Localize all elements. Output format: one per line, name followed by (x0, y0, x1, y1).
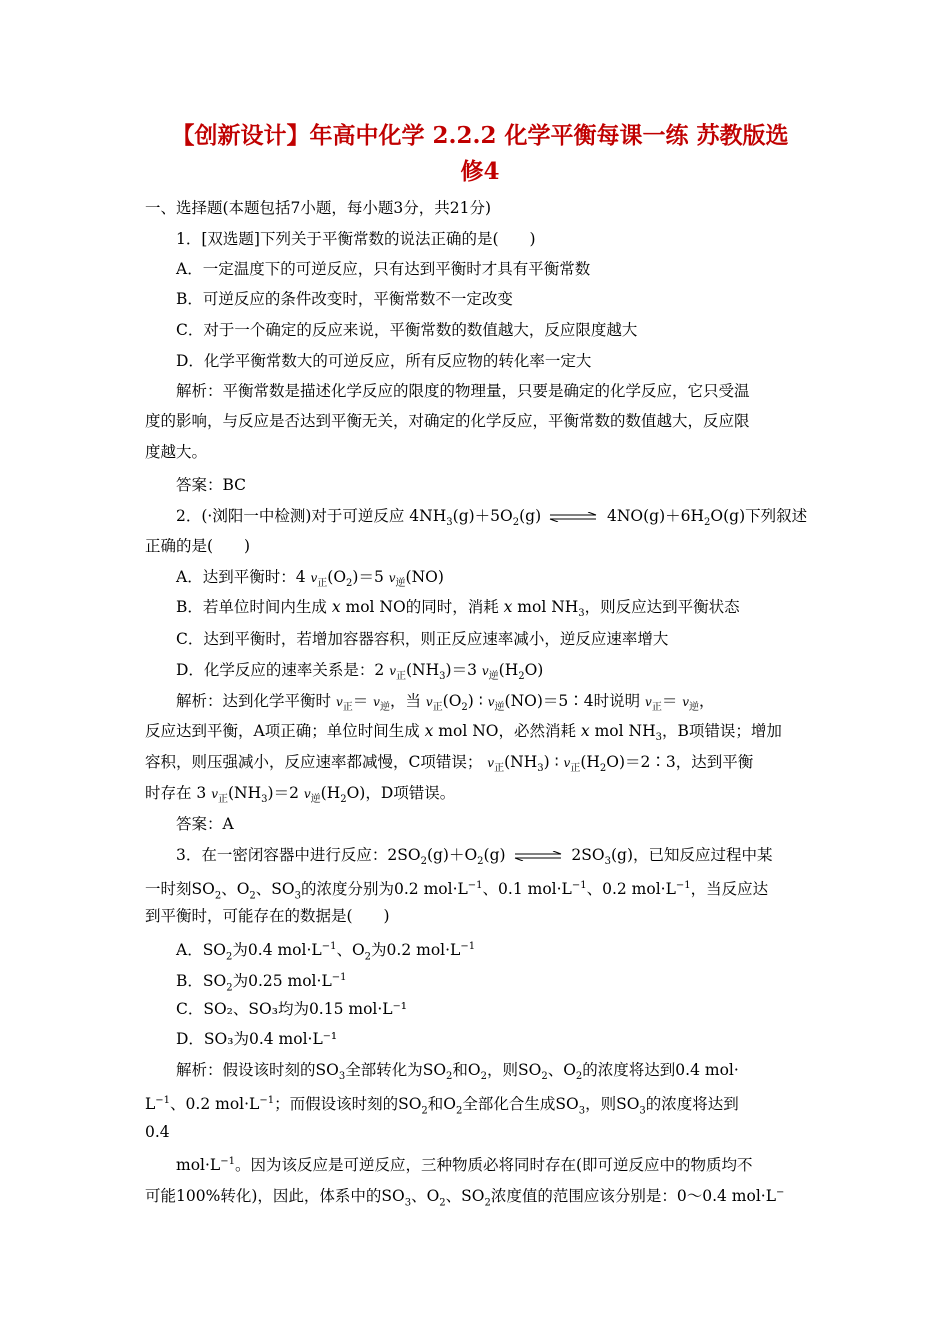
q2-option-a: A．达到平衡时：4 $v_正(O_2)=5$ $v_逆(NO)$ (176, 568, 444, 590)
q3-option-c: C．SO₂、SO₃均为0.15 mol·L⁻¹ (176, 1000, 407, 1018)
q1-option-b: B．可逆反应的条件改变时，平衡常数不一定改变 (176, 290, 513, 308)
q3-option-d: D．SO₃为0.4 mol·L⁻¹ (176, 1030, 338, 1048)
q3-stem-cont: 一时刻$SO_2$、$O_2$、$SO_3$的浓度分别为0.2 $mol\cdot L^{-1}$、0.1 $mol\cdot L^{-1}$、0.2 $mol\cdot L^{-1}$，当反应达 (145, 880, 769, 902)
equilibrium-arrow-icon (546, 512, 602, 522)
q3-explanation: 解析：假设该时刻的$SO_3$全部转化为$SO_2$和$O_2$，则$SO_2$、$O_2$的浓度将达到0.4 mol· (176, 1061, 739, 1083)
q2-explanation: 反应达到平衡，A项正确；单位时间生成 x mol NO，必然消耗 x mol $NH_3$，B项错误；增加 (145, 722, 782, 744)
q3-option-b: B．$SO_2$为0.25 $mol\cdot L^{-1}$ (176, 972, 347, 994)
q2-stem: 2．(·浏阳一中检测)对于可逆反应 $4NH_3(g)+5O_2(g)$ $4NO(g)+6H_2O(g)$下列叙述 (176, 507, 808, 529)
q2-option-b: B．若单位时间内生成 x mol NO的同时，消耗 x mol $NH_3$，则反应达到平衡状态 (176, 598, 740, 620)
q2-explanation: 容积，则压强减小，反应速率都减慢，C项错误； $v_正(NH_3)$ ∶ $v_正(H_2O)=2∶3$，达到平衡 (145, 753, 754, 775)
q3-option-a: A．$SO_2$为0.4 $mol\cdot L^{-1}$、$O_2$为0.2 $mol\cdot L^{-1}$ (176, 941, 476, 963)
q2-stem-cont: 正确的是( ) (145, 537, 251, 555)
q2-option-d: D．化学反应的速率关系是：2 $v_正(NH_3)=3$ $v_逆(H_2O)$ (176, 661, 544, 683)
q3-explanation: $mol\cdot L^{-1}$。因为该反应是可逆反应，三种物质必将同时存在(即可逆反应中的物质均不 (176, 1156, 753, 1175)
q2-explanation: 解析：达到化学平衡时 $v_正= v_逆$，当 $v_正(O_2)$ ∶ $v_逆(NO)=5∶4$时说明 $v_正= v_逆$， (176, 692, 715, 714)
q2-explanation: 时存在 3 $v_正(NH_3)=2$ $v_逆(H_2O)$，D项错误。 (145, 784, 456, 806)
q2-option-c: C．达到平衡时，若增加容器容积，则正反应速率减小，逆反应速率增大 (176, 630, 669, 648)
q2-answer: 答案：A (176, 815, 234, 833)
q1-option-a: A．一定温度下的可逆反应，只有达到平衡时才具有平衡常数 (176, 260, 591, 278)
q1-stem: 1．[双选题]下列关于平衡常数的说法正确的是( ) (176, 230, 536, 248)
q3-explanation: $L^{-1}$、0.2 $mol\cdot L^{-1}$；而假设该时刻的$SO_2$和$O_2$全部化合生成$SO_3$，则$SO_3$的浓度将达到 (145, 1095, 739, 1117)
q3-stem: 3．在一密闭容器中进行反应：$2SO_2(g)+O_2(g)$ $2SO_3(g)$，已知反应过程中某 (176, 846, 773, 868)
section-heading: 一、选择题(本题包括7小题，每小题3分，共21分) (145, 199, 492, 217)
q1-explanation: 度的影响，与反应是否达到平衡无关，对确定的化学反应，平衡常数的数值越大，反应限 (145, 412, 750, 430)
q3-stem-cont: 到平衡时，可能存在的数据是( ) (145, 907, 390, 925)
q3-explanation: 0.4 (145, 1123, 170, 1141)
q1-explanation: 度越大。 (145, 443, 208, 461)
doc-title-cont: 修4 (460, 158, 500, 185)
q1-option-d: D．化学平衡常数大的可逆反应，所有反应物的转化率一定大 (176, 352, 592, 370)
equilibrium-arrow-icon (511, 851, 567, 861)
q1-option-c: C．对于一个确定的反应来说，平衡常数的数值越大，反应限度越大 (176, 321, 638, 339)
q3-explanation: 可能100%转化)，因此，体系中的$SO_3$、$O_2$、$SO_2$浓度值的范围应该分别是：0～0.4 mol·L− (145, 1187, 785, 1209)
q1-explanation: 解析：平衡常数是描述化学反应的限度的物理量，只要是确定的化学反应，它只受温 (176, 382, 750, 400)
q1-answer: 答案：BC (176, 476, 247, 494)
doc-title: 【创新设计】年高中化学 2.2.2 化学平衡每课一练 苏教版选 (171, 122, 789, 149)
